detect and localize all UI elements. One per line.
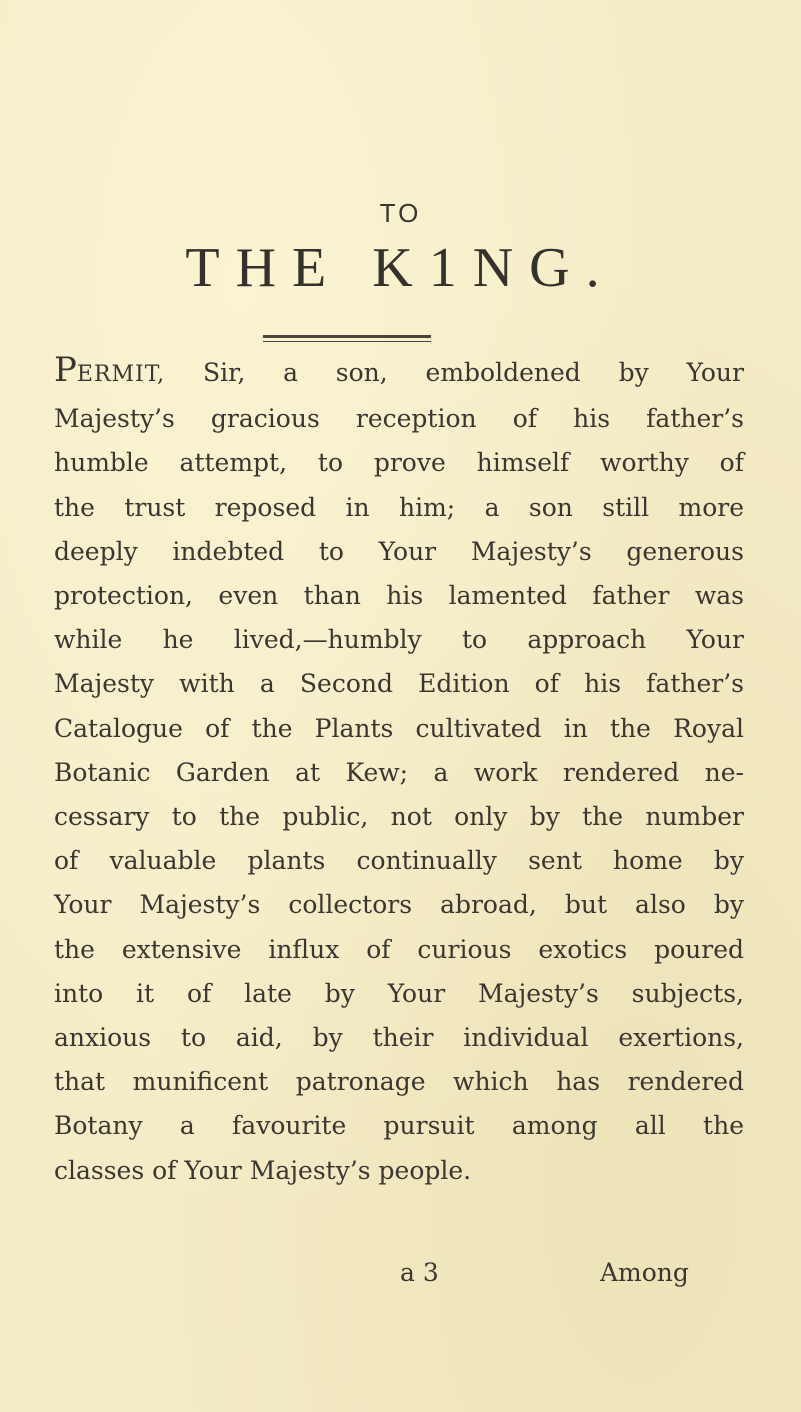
dedication-to: TO	[379, 198, 422, 228]
body-line: Majesty’s gracious reception of his father’s	[54, 404, 744, 434]
title-rule-thin	[263, 341, 431, 342]
lead-word: ERMIT,	[76, 362, 166, 387]
body-line: the extensive influx of curious exotics poured	[54, 934, 744, 964]
body-line: classes of Your Majesty’s people.	[54, 1155, 472, 1185]
body-line: Your Majesty’s collectors abroad, but also by	[54, 890, 744, 920]
body-line	[54, 348, 744, 397]
body-line: Catalogue of the Plants cultivated in the Royal	[54, 713, 744, 743]
body-line: Botany a favourite pursuit among all the	[54, 1111, 744, 1141]
body-line: while he lived,—humbly to approach Your	[54, 625, 744, 655]
body-line: anxious to aid, by their individual exertions,	[54, 1023, 744, 1053]
body-line: of valuable plants continually sent home by	[54, 846, 744, 876]
body-line: humble attempt, to prove himself worthy of	[54, 448, 744, 478]
drop-cap: P	[54, 350, 77, 390]
body-line: protection, even than his lamented father was	[54, 581, 744, 611]
body-line: the trust reposed in him; a son still more	[54, 492, 744, 522]
signature-text: a 3	[400, 1258, 439, 1287]
body-line: that munificent patronage which has rendered	[54, 1067, 744, 1097]
body-line: into it of late by Your Majesty’s subjects,	[54, 978, 744, 1008]
catchword: Among	[600, 1258, 689, 1287]
body-line: Botanic Garden at Kew; a work rendered ne-	[54, 757, 744, 787]
body-line: Majesty with a Second Edition of his father’s	[54, 669, 744, 699]
dedication-body	[54, 348, 744, 1193]
body-line-text: Sir, a son, emboldened by Your	[165, 358, 744, 387]
title-rule-thick	[263, 335, 431, 338]
body-line: cessary to the public, not only by the number	[54, 802, 744, 832]
dedication-title: THE K1NG.	[185, 237, 616, 299]
body-line: deeply indebted to Your Majesty’s generous	[54, 536, 744, 566]
